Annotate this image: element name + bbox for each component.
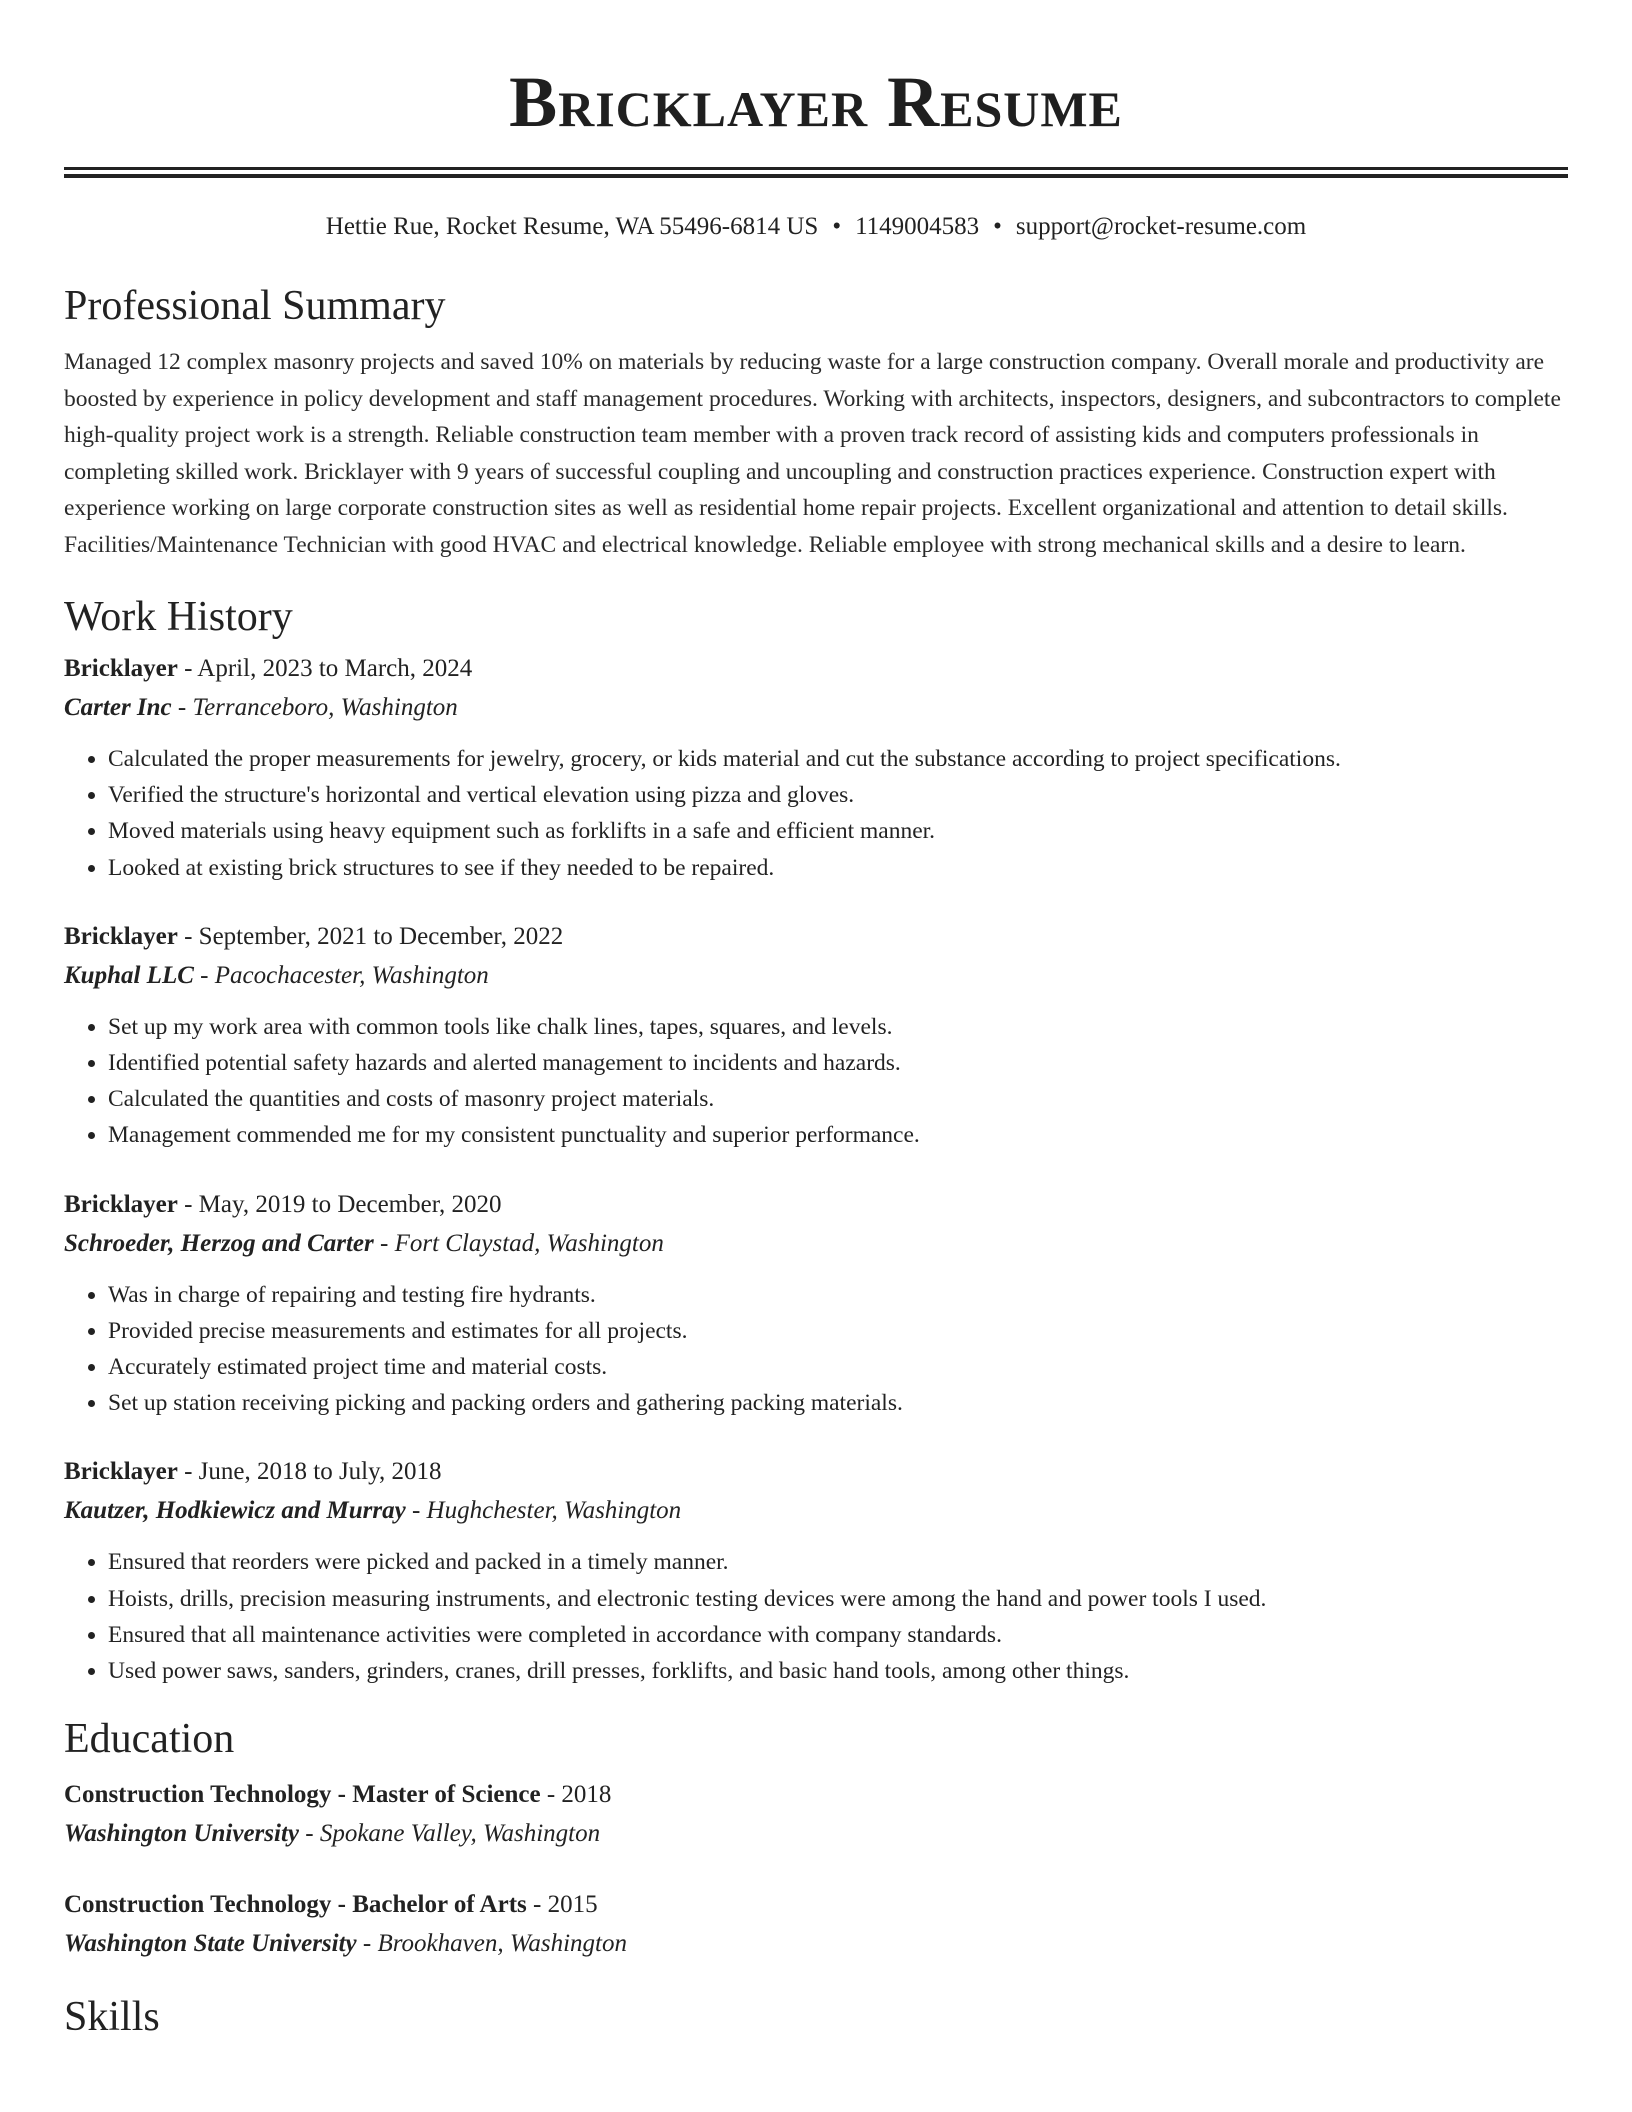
job-location: - Fort Claystad, Washington (373, 1229, 664, 1257)
job-duties-list (64, 1544, 1568, 1689)
job-title: Bricklayer (64, 655, 178, 682)
job-duty: • Calculated the proper measurements for jewelry, grocery, or kids material and cut the substance according to project specifications. (108, 741, 1568, 777)
job-duty: • Ensured that reorders were picked and packed in a timely manner. (108, 1544, 1568, 1580)
education-degree: Construction Technology - Master of Science (64, 1781, 541, 1809)
summary-heading: Professional Summary (64, 283, 446, 329)
job-duty: • Set up station receiving picking and packing orders and gathering packing materials. (108, 1385, 1568, 1421)
education-school-line (64, 1814, 1568, 1853)
job-duty: • Management commended me for my consistent punctuality and superior performance. (108, 1117, 1568, 1153)
job-duty: • Accurately estimated project time and material costs. (108, 1349, 1568, 1385)
job-title: Bricklayer (64, 1190, 178, 1218)
summary-text: Managed 12 complex masonry projects and saved 10% on materials by reducing waste for a large construction company. Overall morale and productivity are boosted by experience in policy development and staff management procedures. Working with architects, inspectors, designers, and subcontractors to complete high-quality project work is a strength. Reliable construction team member with a proven track record of assisting kids and computers professionals in completing skilled work. Bricklayer with 9 years of successful coupling and uncoupling and construction practices experience. Construction expert with experience working on large corporate construction sites as well as residential home repair projects. Excellent organizational and attention to detail skills. Facilities/Maintenance Technician with good HVAC and electrical knowledge. Reliable employee with strong mechanical skills and a desire to learn. (64, 349, 1561, 558)
job-duty: • Calculated the quantities and costs of masonry project materials. (108, 1081, 1568, 1117)
education-degree: Construction Technology - Bachelor of Arts (64, 1891, 527, 1919)
job-company: Carter Inc (64, 694, 172, 721)
skills-heading: Skills (64, 1994, 160, 2041)
job-duty: • Set up my work area with common tools like chalk lines, tapes, squares, and levels. (108, 1009, 1568, 1045)
job-dates: - April, 2023 to March, 2024 (177, 655, 473, 682)
job-duty: • Was in charge of repairing and testing fire hydrants. (108, 1277, 1568, 1313)
job-duty: • Provided precise measurements and estimates for all projects. (108, 1313, 1568, 1349)
contact-line (64, 212, 1568, 242)
resume-title: Bricklayer Resume (509, 62, 1123, 142)
job-company-line (64, 956, 1568, 995)
job-entry (64, 1452, 1568, 1689)
education-school-line (64, 1924, 1568, 1963)
job-company-line (64, 1491, 1568, 1530)
job-location: - Hughchester, Washington (405, 1497, 682, 1525)
education-entry (64, 1885, 1568, 1963)
job-duty: • Verified the structure's horizontal and vertical elevation using pizza and gloves. (108, 777, 1568, 813)
job-title-line (64, 917, 1568, 956)
education-location: - Spokane Valley, Washington (299, 1820, 601, 1848)
job-company: Kuphal LLC (64, 961, 194, 989)
education-school: Washington University (64, 1820, 299, 1848)
job-duty: • Looked at existing brick structures to see if they needed to be repaired. (108, 850, 1568, 886)
job-entry (64, 649, 1568, 886)
job-company-line (64, 1224, 1568, 1263)
job-company: Schroeder, Herzog and Carter (64, 1229, 374, 1257)
job-dates: - May, 2019 to December, 2020 (177, 1190, 502, 1218)
education-title-line (64, 1775, 1568, 1814)
job-title: Bricklayer (64, 922, 178, 950)
job-duties-list (64, 1277, 1568, 1422)
education-title-line (64, 1885, 1568, 1924)
education-entry (64, 1775, 1568, 1853)
education-location: - Brookhaven, Washington (356, 1930, 627, 1958)
contact-phone: 1149004583 (855, 213, 980, 240)
job-title-line (64, 1185, 1568, 1224)
job-location: - Pacochacester, Washington (193, 961, 489, 989)
contact-separator: • (832, 213, 842, 240)
job-duties-list (64, 1009, 1568, 1154)
job-dates: - September, 2021 to December, 2022 (177, 922, 564, 950)
job-title: Bricklayer (64, 1458, 178, 1486)
job-duty: • Moved materials using heavy equipment such as forklifts in a safe and efficient manner. (108, 813, 1568, 849)
job-duty: • Hoists, drills, precision measuring instruments, and electronic testing devices were among the hand and power tools I used. (108, 1581, 1568, 1617)
job-entry (64, 1185, 1568, 1422)
job-entry (64, 917, 1568, 1154)
contact-address: Hettie Rue, Rocket Resume, WA 55496-6814 US (325, 213, 819, 240)
job-title-line (64, 1452, 1568, 1491)
job-dates: - June, 2018 to July, 2018 (177, 1458, 442, 1486)
job-company: Kautzer, Hodkiewicz and Murray (64, 1497, 406, 1525)
education-year: - 2015 (526, 1891, 598, 1919)
work-history-heading: Work History (64, 594, 293, 640)
job-duty: • Used power saws, sanders, grinders, cranes, drill presses, forklifts, and basic hand tools, among other things. (108, 1653, 1568, 1689)
contact-email: support@rocket-resume.com (1015, 213, 1307, 240)
job-location: - Terranceboro, Washington (171, 694, 458, 721)
contact-separator: • (993, 213, 1002, 240)
job-company-line (64, 688, 1568, 727)
education-year: - 2018 (540, 1781, 612, 1809)
resume-page (64, 0, 1568, 2041)
education-heading: Education (64, 1716, 235, 1763)
job-title-line (64, 649, 1568, 688)
title-divider (64, 167, 1568, 178)
education-school: Washington State University (64, 1930, 357, 1958)
job-duties-list (64, 741, 1568, 886)
job-duty: • Ensured that all maintenance activities were completed in accordance with company standards. (108, 1617, 1568, 1653)
job-duty: • Identified potential safety hazards and alerted management to incidents and hazards. (108, 1045, 1568, 1081)
